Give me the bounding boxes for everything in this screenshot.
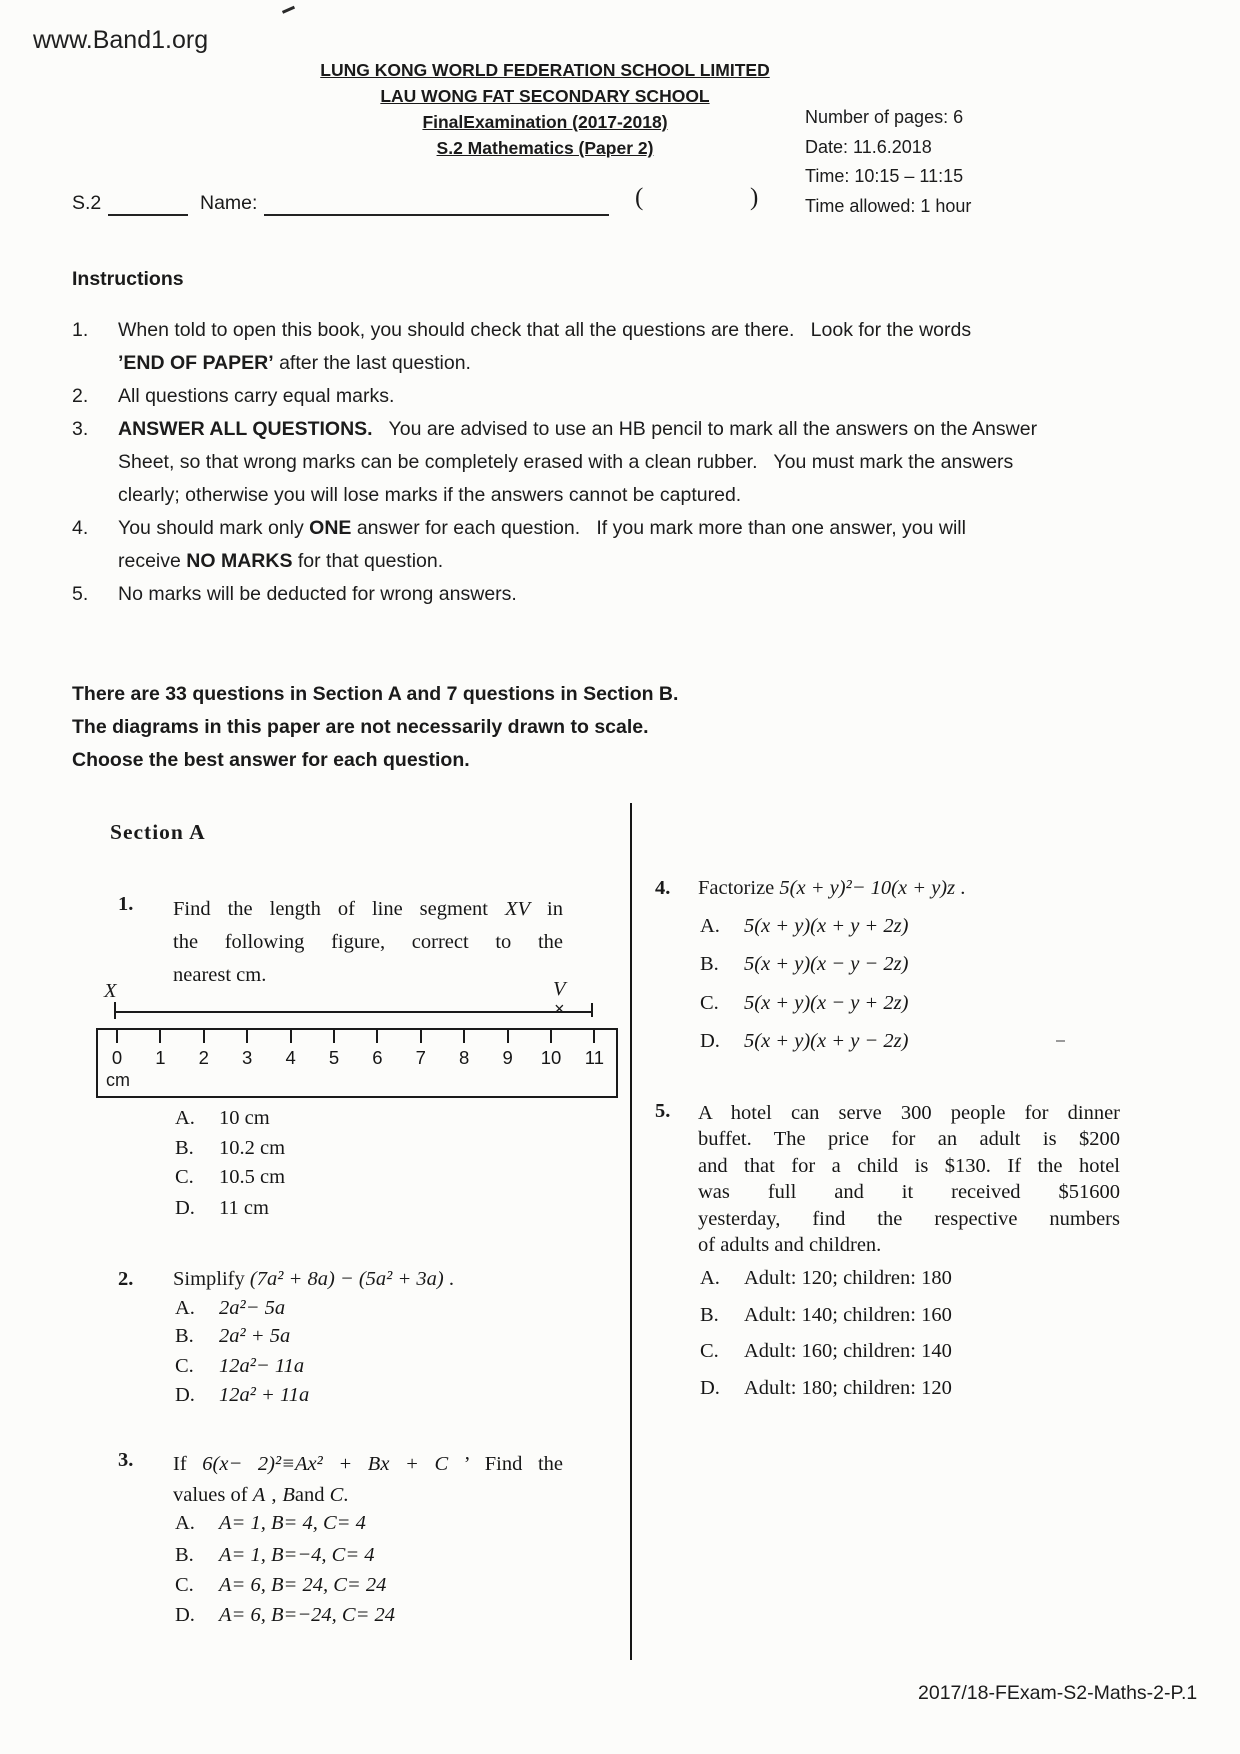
ruler-tick [246,1030,248,1043]
class-number-paren-open: ( [635,184,644,211]
instruction-number: 2. [72,385,89,407]
date-info: Date: 11.6.2018 [805,136,932,157]
option-text: 5(x + y)(x − y − 2z) [744,953,909,975]
option-text: Adult: 140; children: 160 [744,1304,952,1326]
instruction-item-5 [72,583,517,606]
var-c: C [329,1484,344,1506]
option-label: B. [700,1304,719,1326]
question-3-lead: If [173,1453,203,1475]
instruction-number: 4. [72,517,89,539]
instruction-item-2 [72,385,394,408]
question-2-expression: (7a² + 8a) − (5a² + 3a) [249,1268,444,1290]
ruler-tick [463,1030,465,1043]
question-3-and: and [294,1484,330,1506]
option-text: 2a² + 5a [219,1325,291,1347]
option-text: 2a²− 5a [219,1297,286,1319]
option-row [175,1355,304,1378]
school-name-line2: LAU WONG FAT SECONDARY SCHOOL [380,86,710,106]
ruler-tick-label: 2 [198,1047,209,1068]
ruler-tick [159,1030,161,1043]
instruction-item-4 [72,517,966,540]
option-label: B. [700,953,719,975]
point-x-label: X [104,980,117,1002]
segment-right-tick [591,1003,593,1017]
ruler-tick-label: 4 [285,1047,296,1068]
option-text: 11 cm [219,1197,269,1219]
page-footer-code: 2017/18-FExam-S2-Maths-2-P.1 [918,1682,1198,1704]
option-row [175,1544,375,1567]
question-2-text [173,1268,454,1291]
option-label: C. [175,1355,194,1377]
option-label: A. [175,1297,195,1319]
option-label: C. [175,1574,194,1596]
option-label: A. [175,1107,195,1129]
instruction-item-3 [72,418,1037,441]
question-4-expression: 5(x + y)²− 10(x + y)z [779,877,956,899]
instruction-text: receive [118,550,187,572]
option-row [700,1030,908,1053]
pages-info: Number of pages: 6 [805,107,964,127]
option-text: Adult: 160; children: 140 [744,1340,952,1362]
point-v-label: V [553,978,566,1000]
option-row [700,1377,952,1400]
option-text: A= 1, B=−4, C= 4 [219,1544,375,1566]
option-label: D. [175,1197,195,1219]
notice-line-3: Choose the best answer for each question. [72,749,470,771]
option-text: 12a² + 11a [219,1384,310,1406]
option-text: 12a²− 11a [219,1355,305,1377]
question-3-number: 3. [118,1449,134,1471]
instruction-text-bold: ’END OF PAPER’ [118,352,274,374]
option-row [700,915,908,938]
name-blank [264,214,609,216]
option-text: Adult: 180; children: 120 [744,1377,952,1399]
instruction-text-bold: ONE [309,517,352,539]
instructions-title: Instructions [72,268,184,290]
option-row [175,1574,386,1597]
question-5-line6: of adults and children. [698,1234,882,1257]
enum-comma: ‚ [265,1484,283,1506]
class-label: S.2 [72,192,102,214]
watermark-url: www.Band1.org [33,26,209,54]
option-text: 5(x + y)(x − y + 2z) [744,992,909,1014]
option-text: A= 6, B= 24, C= 24 [219,1574,387,1596]
notice-line-2: The diagrams in this paper are not necessarily drawn to scale. [72,716,649,738]
ruler-tick-label: 6 [372,1047,383,1068]
scan-artifact [1056,1040,1065,1042]
name-label: Name: [200,192,258,214]
option-text: 10 cm [219,1107,270,1129]
option-label: B. [175,1544,194,1566]
question-3-period: . [343,1484,349,1506]
question-3-line1-end: ’ Find the [448,1453,563,1475]
column-divider [630,803,632,1660]
instruction-item-3-cont [72,451,1013,474]
ruler-tick [333,1030,335,1043]
option-row [700,992,908,1015]
option-text: 5(x + y)(x + y − 2z) [744,1030,909,1052]
question-5-line5: yesterday, find the respective numbers [698,1207,1120,1230]
option-text: A= 6, B=−24, C= 24 [219,1604,396,1626]
question-3-expression: 6(x− 2)²≡Ax² + Bx + C [202,1453,449,1475]
ruler-tick-label: 8 [459,1047,470,1068]
option-row [175,1297,285,1320]
question-4-lead: Factorize [698,877,780,899]
option-label: C. [700,992,719,1014]
option-label: D. [700,1030,720,1052]
class-number-paren-close: ) [750,184,759,211]
question-2-number: 2. [118,1268,134,1290]
option-label: A. [700,1267,720,1289]
class-blank [108,214,188,216]
option-label: C. [175,1166,194,1188]
instruction-text: You are advised to use an HB pencil to mark all the answers on the Answer [372,418,1038,440]
ruler-tick [593,1030,595,1043]
question-1-number: 1. [118,893,134,915]
option-label: A. [700,915,720,937]
question-4-end: . [955,877,966,899]
option-label: D. [175,1384,195,1406]
instruction-number: 1. [72,319,89,341]
ruler-tick [203,1030,205,1043]
question-5-line2: buffet. The price for an adult is $200 [698,1128,1120,1151]
pen-mark [282,6,297,19]
instruction-text: No marks will be deducted for wrong answers. [118,583,517,605]
option-text: A= 1, B= 4, C= 4 [219,1512,366,1534]
segment-line [115,1011,592,1013]
option-row [700,953,908,976]
option-label: D. [175,1604,195,1626]
instruction-item-3-cont [72,484,741,507]
ruler-tick-label: 1 [155,1047,166,1068]
notice-line-1: There are 33 questions in Section A and 7 questions in Section B. [72,683,679,705]
ruler-scale [96,1028,618,1098]
ruler-tick [116,1030,118,1043]
var-a: A [252,1484,266,1506]
option-text: 10.5 cm [219,1166,286,1188]
instruction-text: after the last question. [273,352,471,374]
ruler-tick-label: 0 [111,1047,123,1068]
instruction-number: 3. [72,418,89,440]
option-row [700,1340,952,1363]
question-3-text [173,1449,563,1511]
option-row [700,1304,952,1327]
question-1-line1: Find the length of line segment [173,898,506,920]
ruler-tick [290,1030,292,1043]
ruler-tick-label: 7 [415,1047,426,1068]
ruler-tick-label: 3 [242,1047,253,1068]
instruction-text: answer for each question. If you mark more than one answer, you will [351,517,966,539]
instruction-text: All questions carry equal marks. [118,385,395,407]
question-1-line1-end: in [530,898,564,920]
ruler-unit-label: cm [106,1070,130,1090]
instruction-item-4-cont [72,550,443,573]
option-row [175,1604,395,1627]
option-row [175,1512,366,1535]
paper-title: S.2 Mathematics (Paper 2) [436,138,654,158]
question-5-number: 5. [655,1100,671,1122]
segment-name: XV [505,898,531,920]
question-3-line2: values of [173,1484,253,1506]
exam-title: FinalExamination (2017-2018) [422,112,668,132]
instruction-text-bold: ANSWER ALL QUESTIONS. [118,418,373,440]
question-1-line3: nearest cm. [173,964,267,986]
instruction-text-bold: NO MARKS [186,550,293,572]
question-4-text [698,877,965,900]
instruction-item-1 [72,319,971,342]
option-row [175,1107,270,1130]
option-text: 5(x + y)(x + y + 2z) [744,915,909,937]
instruction-text: clearly; otherwise you will lose marks if the answers cannot be captured. [118,484,742,506]
instruction-number: 5. [72,583,89,605]
option-row [175,1325,290,1348]
instruction-text: When told to open this book, you should check that all the questions are there. Look for the words [118,319,972,341]
instruction-item-1-cont [72,352,471,375]
ruler-tick [507,1030,509,1043]
segment-left-tick [114,1002,116,1019]
section-a-title: Section A [110,820,206,844]
question-5-line4: was full and it received $51600 [698,1181,1120,1204]
option-label: B. [175,1325,194,1347]
school-name-line1: LUNG KONG WORLD FEDERATION SCHOOL LIMITED [320,60,770,80]
option-row [175,1384,309,1407]
ruler-tick [550,1030,552,1043]
instruction-text: You should mark only [118,517,310,539]
option-row [175,1166,285,1189]
time-allowed-info: Time allowed: 1 hour [805,195,972,216]
question-5-line3: and that for a child is $130. If the hotel [698,1154,1120,1177]
option-label: B. [175,1137,194,1159]
instruction-text: for that question. [292,550,444,572]
ruler-tick-label: 9 [502,1047,513,1068]
option-row [700,1267,952,1290]
ruler-tick-label: 10 [540,1047,562,1068]
option-label: C. [700,1340,719,1362]
ruler-tick-label: 5 [328,1047,340,1068]
ruler-tick [420,1030,422,1043]
instruction-text: Sheet, so that wrong marks can be completely erased with a clean rubber. You must mark the answers [118,451,1014,473]
question-5-text [698,1100,1120,1258]
option-row [175,1137,285,1160]
option-text: Adult: 120; children: 180 [744,1267,952,1289]
var-b: B [282,1484,295,1506]
ruler-tick [376,1030,378,1043]
option-label: D. [700,1377,720,1399]
option-row [175,1197,269,1220]
option-label: A. [175,1512,195,1534]
question-4-number: 4. [655,877,671,899]
question-5-line1: A hotel can serve 300 people for dinner [698,1102,1120,1124]
ruler-figure [90,978,626,1100]
ruler-tick-label: 11 [584,1047,604,1068]
question-1-line2: the following figure, correct to the [173,931,563,953]
question-2-lead: Simplify [173,1268,250,1290]
question-2-end: . [443,1268,454,1290]
option-text: 10.2 cm [219,1137,286,1159]
time-info: Time: 10:15 – 11:15 [805,166,964,186]
measure-cross: × [554,999,565,1020]
